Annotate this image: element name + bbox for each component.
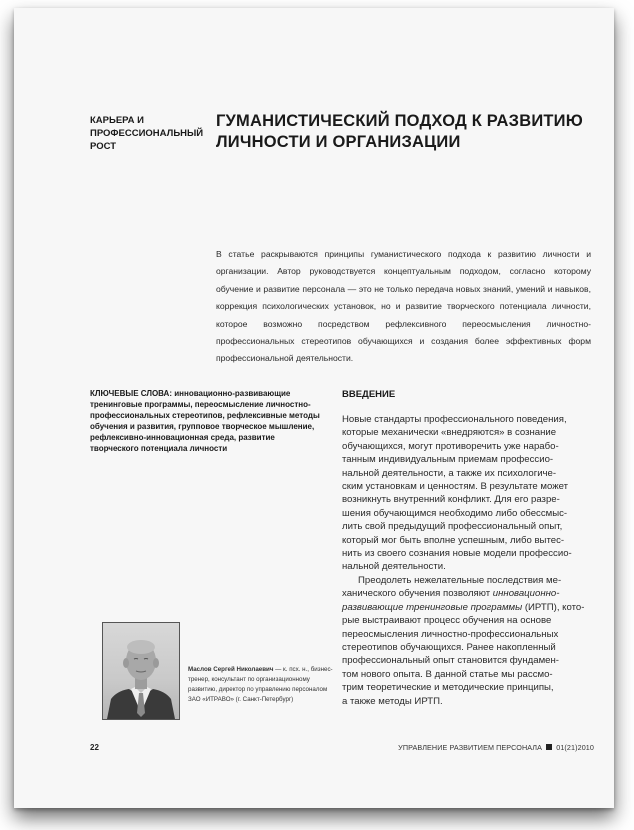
intro-text: (ИРТП), кото- <box>522 601 585 613</box>
intro-line: нить из своего сознания новые модели профессио- <box>342 548 572 560</box>
intro-emphasis: развивающие тренинговые программы <box>342 601 523 613</box>
intro-line <box>342 601 594 614</box>
intro-line: обучающихся, могут противоречить уже нарабо- <box>342 440 559 452</box>
article-title <box>216 111 586 153</box>
intro-line <box>342 587 594 600</box>
intro-line: нальной деятельности. <box>342 561 446 573</box>
intro-text: ханического обучения позволяют <box>342 588 493 600</box>
intro-line: Новые стандарты профессионального поведения, <box>342 414 567 425</box>
section-tag <box>90 114 204 153</box>
intro-heading: ВВЕДЕНИЕ <box>342 389 396 400</box>
intro-line: танным индивидуальным приемам профессио- <box>342 454 554 466</box>
intro-line: трим теоретические и методические принципы, <box>342 682 554 694</box>
article-title-line: ГУМАНИСТИЧЕСКИЙ ПОДХОД К РАЗВИТИЮ <box>216 112 583 130</box>
page-number: 22 <box>90 743 99 752</box>
section-tag-line: РОСТ <box>90 141 117 152</box>
intro-line: шения обучающимся необходимо либо обессмыс- <box>342 507 568 519</box>
intro-body <box>342 413 594 708</box>
intro-line: переосмысления личностно-профессиональных <box>342 628 559 640</box>
running-footer <box>394 743 594 752</box>
intro-line: профессиональный опыт становится фундамен- <box>342 655 560 667</box>
intro-line: Преодолеть нежелательные последствия ме- <box>358 574 562 586</box>
author-portrait <box>103 623 179 719</box>
keywords-label: КЛЮЧЕВЫЕ СЛОВА: <box>90 389 172 398</box>
article-title-line: ЛИЧНОСТИ И ОРГАНИЗАЦИИ <box>216 133 461 151</box>
journal-name: УПРАВЛЕНИЕ РАЗВИТИЕМ ПЕРСОНАЛА <box>398 743 542 752</box>
author-info <box>188 665 336 705</box>
intro-emphasis: инновационно- <box>492 588 560 600</box>
section-tag-line: ПРОФЕССИОНАЛЬНЫЙ <box>90 128 204 139</box>
intro-line: которые механически «внедряются» в сознание <box>342 427 557 439</box>
abstract <box>216 246 591 368</box>
square-separator-icon <box>546 744 552 750</box>
intro-line: а также методы ИРТП. <box>342 695 443 707</box>
keywords-text: инновационно-развивающие тренинговые программы, переосмысление личностно-профессиональных стереотипов, рефлексивные методы обучения и развития, групповое творческое мышление, рефлексивно-инновационная среда, развитие творческого потенциала личности <box>90 389 320 453</box>
abstract-text: В статье раскрываются принципы гуманистического подхода к развитию личности и организации. Автор руководствуется концептуальным подходом, согласно которому обучение и развитие персонала — это не только передача новых знаний, умений и навыков, коррекция психологических установок, но и развитие творческого потенциала личности, которое возможно посредством рефлексивного переосмысления личностно-профессиональных стереотипов обучающихся и создания более эффективных форм профессиональной деятельности. <box>216 249 591 364</box>
author-name: Маслов Сергей Николаевич <box>188 666 274 673</box>
intro-line: который мог быть вполне успешным, либо вытес- <box>342 534 565 546</box>
intro-line: лить свой предыдущий профессиональный опыт, <box>342 521 563 533</box>
intro-line: нальной деятельности, а также их психологиче- <box>342 467 557 479</box>
author-photo <box>102 622 180 720</box>
author-bio: — к. псх. н., бизнес-тренер, консультант по организационному развитию, директор по управлению персоналом ЗАО «ИТРАВО» (г. Санкт-Петербург) <box>188 666 333 703</box>
section-tag-line: КАРЬЕРА И <box>90 115 144 126</box>
intro-line: рые выстраивают процесс обучения на основе <box>342 615 552 627</box>
journal-page <box>14 8 614 808</box>
intro-line: стереотипов обучающихся. Ранее накопленный <box>342 641 556 653</box>
intro-line: том нового опыта. В данной статье мы рассмо- <box>342 668 553 680</box>
intro-line: возникнуть внутренний конфликт. Для его разре- <box>342 494 560 506</box>
issue-number: 01(21)2010 <box>556 743 594 752</box>
keywords-block <box>90 388 320 454</box>
intro-line: ским установкам и ценностям. В результате может <box>342 481 569 493</box>
